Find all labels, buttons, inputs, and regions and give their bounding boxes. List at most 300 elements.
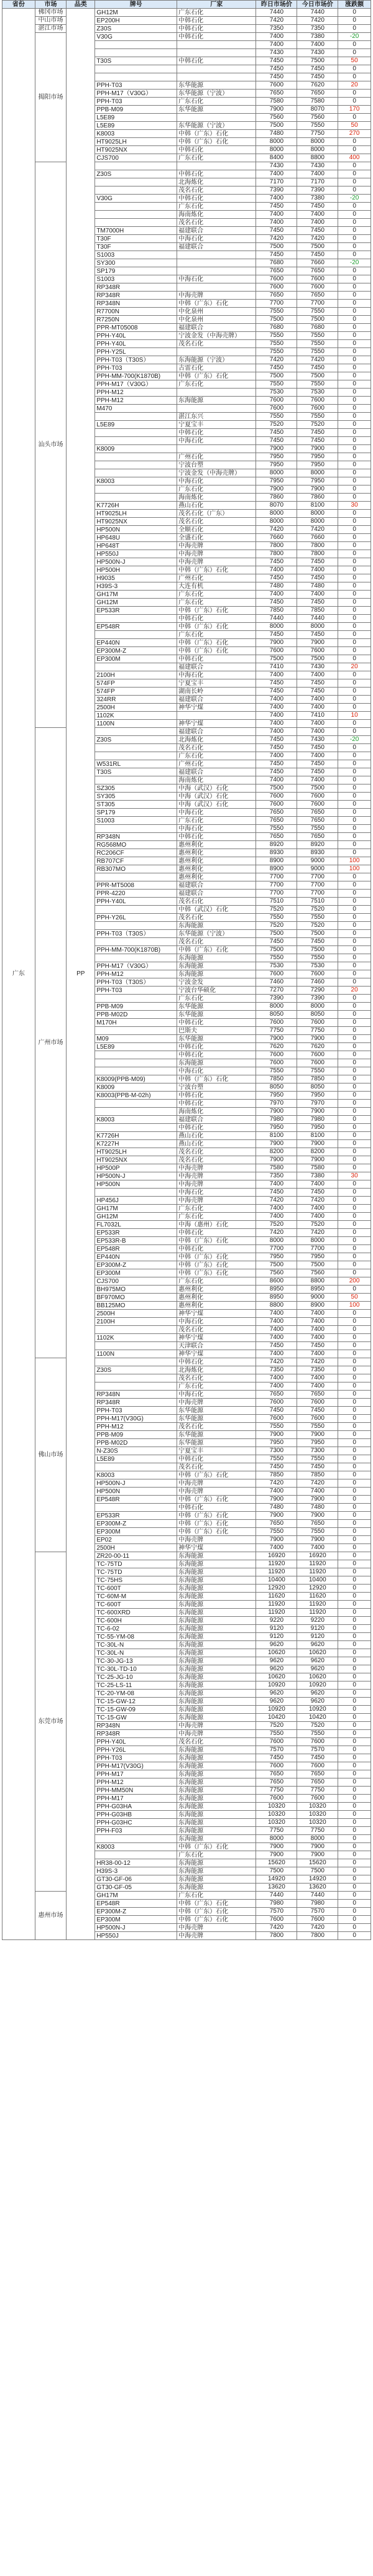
maker-cell: 中海壳牌 <box>177 292 256 300</box>
today-price-cell: 7750 <box>297 1027 338 1035</box>
change-cell: 0 <box>338 251 371 259</box>
change-cell: 0 <box>338 1520 371 1528</box>
change-cell: 0 <box>338 1690 371 1698</box>
change-cell: 0 <box>338 316 371 324</box>
grade-cell: PPH-M17（V30G） <box>95 962 177 970</box>
yesterday-price-cell: 8050 <box>256 1011 297 1019</box>
yesterday-price-cell: 7860 <box>256 494 297 502</box>
maker-cell: 茂名石化 <box>177 744 256 752</box>
maker-cell: 东华能源 <box>177 1035 256 1043</box>
grade-cell: L5E89 <box>95 122 177 130</box>
yesterday-price-cell: 10320 <box>256 1819 297 1827</box>
maker-cell: 中韩（广东）石化 <box>177 946 256 954</box>
maker-cell: 海南炼化 <box>177 776 256 784</box>
change-cell: 0 <box>338 1706 371 1714</box>
change-cell: 0 <box>338 1641 371 1649</box>
grade-cell: HP500N-J <box>95 558 177 566</box>
grade-cell: RP348R <box>95 283 177 292</box>
category-cell: PP <box>67 9 95 1940</box>
table-row <box>2 1552 371 1560</box>
maker-cell: 东海能源 <box>177 1884 256 1892</box>
today-price-cell: 7500 <box>297 57 338 65</box>
yesterday-price-cell: 7750 <box>256 1827 297 1835</box>
yesterday-price-cell: 7600 <box>256 397 297 405</box>
yesterday-price-cell: 9120 <box>256 1633 297 1641</box>
yesterday-price-cell: 7600 <box>256 1916 297 1924</box>
maker-cell: 东海能源 <box>177 1059 256 1067</box>
maker-cell: 大连有机 <box>177 582 256 591</box>
grade-cell <box>95 437 177 445</box>
yesterday-price-cell: 16920 <box>256 1552 297 1560</box>
grade-cell: PPH-M17(V30G) <box>95 1762 177 1770</box>
grade-cell: PPH-G03HC <box>95 1819 177 1827</box>
yesterday-price-cell: 7400 <box>256 1180 297 1189</box>
grade-cell: S1003 <box>95 275 177 283</box>
grade-cell: EP548R <box>95 1245 177 1253</box>
maker-cell: 中韩（广东）石化 <box>177 1908 256 1916</box>
change-cell: 0 <box>338 1423 371 1431</box>
grade-cell: HP500N <box>95 1488 177 1496</box>
change-cell: 0 <box>338 429 371 437</box>
yesterday-price-cell: 7600 <box>256 1762 297 1770</box>
today-price-cell: 7350 <box>297 1366 338 1374</box>
maker-cell: 中韩石化 <box>177 33 256 41</box>
today-price-cell: 7900 <box>297 1108 338 1116</box>
grade-cell: PPH-T03 <box>95 987 177 995</box>
change-cell: 0 <box>338 1617 371 1625</box>
change-cell: 20 <box>338 663 371 671</box>
maker-cell: 北海炼化 <box>177 178 256 186</box>
change-cell: 0 <box>338 162 371 170</box>
maker-cell: 古雷石化 <box>177 364 256 372</box>
maker-cell: 广东石化 <box>177 1213 256 1221</box>
change-cell: 0 <box>338 49 371 57</box>
market-cell: 东莞市场 <box>35 1552 67 1892</box>
grade-cell: PPH-M17(V30G) <box>95 1415 177 1423</box>
change-cell: 100 <box>338 857 371 865</box>
grade-cell <box>95 1124 177 1132</box>
maker-cell: 中海石化 <box>177 235 256 243</box>
today-price-cell: 8000 <box>297 510 338 518</box>
grade-cell: EP300M-Z <box>95 1520 177 1528</box>
change-cell: 0 <box>338 1237 371 1245</box>
today-price-cell: 7550 <box>297 380 338 389</box>
yesterday-price-cell: 7400 <box>256 170 297 178</box>
change-cell: 0 <box>338 1342 371 1350</box>
yesterday-price-cell: 9620 <box>256 1641 297 1649</box>
change-cell: 0 <box>338 599 371 607</box>
yesterday-price-cell: 7900 <box>256 106 297 114</box>
grade-cell: K7726H <box>95 502 177 510</box>
today-price-cell: 7950 <box>297 1439 338 1447</box>
maker-cell: 广东石化 <box>177 631 256 639</box>
change-cell: 0 <box>338 243 371 251</box>
maker-cell: 宁波台华硕化 <box>177 987 256 995</box>
grade-cell <box>95 1382 177 1391</box>
today-price-cell: 7350 <box>297 25 338 33</box>
change-cell: 0 <box>338 1859 371 1867</box>
change-cell: 0 <box>338 1318 371 1326</box>
change-cell: 0 <box>338 485 371 494</box>
market-cell: 广州市场 <box>35 728 67 1358</box>
today-price-cell: 7520 <box>297 906 338 914</box>
maker-cell: 中韩石化 <box>177 195 256 203</box>
maker-cell: 广东石化 <box>177 1892 256 1900</box>
grade-cell: CJS700 <box>95 1277 177 1286</box>
yesterday-price-cell: 7450 <box>256 65 297 73</box>
maker-cell: 东海能源 <box>177 1867 256 1875</box>
maker-cell: 中海石化 <box>177 477 256 485</box>
grade-cell: HP456J <box>95 1197 177 1205</box>
change-cell: 0 <box>338 607 371 615</box>
maker-cell: 中海壳牌 <box>177 1924 256 1932</box>
change-cell: 0 <box>338 1544 371 1552</box>
today-price-cell: 7390 <box>297 186 338 195</box>
grade-cell <box>95 873 177 881</box>
maker-cell: 惠州利化 <box>177 1286 256 1294</box>
change-cell: 100 <box>338 1302 371 1310</box>
today-price-cell: 8920 <box>297 841 338 849</box>
today-price-cell: 7550 <box>297 340 338 348</box>
maker-cell: 东华能源（宁波） <box>177 90 256 98</box>
maker-cell: 东华能源（宁波） <box>177 122 256 130</box>
maker-cell: 中海（武汉）石化 <box>177 801 256 809</box>
grade-cell: BF970MO <box>95 1294 177 1302</box>
yesterday-price-cell: 7450 <box>256 73 297 81</box>
maker-cell: 中韩石化 <box>177 146 256 154</box>
change-cell: 0 <box>338 849 371 857</box>
yesterday-price-cell: 7650 <box>256 833 297 841</box>
maker-cell: 中韩（广东）石化 <box>177 647 256 655</box>
grade-cell: GH17M <box>95 1205 177 1213</box>
maker-cell: 广东石化 <box>177 380 256 389</box>
maker-cell: 中韩（广东）石化 <box>177 1496 256 1504</box>
grade-cell: PPH-M12 <box>95 1778 177 1787</box>
maker-cell: 中海石化 <box>177 1189 256 1197</box>
change-cell: 0 <box>338 73 371 81</box>
today-price-cell: 7600 <box>297 793 338 801</box>
grade-cell: T30F <box>95 243 177 251</box>
maker-cell: 燕山石化 <box>177 502 256 510</box>
change-cell: 0 <box>338 946 371 954</box>
maker-cell: 广东石化 <box>177 1205 256 1213</box>
grade-cell: M09 <box>95 1035 177 1043</box>
today-price-cell: 7400 <box>297 211 338 219</box>
grade-cell: GH12M <box>95 599 177 607</box>
grade-cell: K7227H <box>95 1140 177 1148</box>
grade-cell: PPH-M12 <box>95 1423 177 1431</box>
grade-cell <box>95 178 177 186</box>
grade-cell: V30G <box>95 195 177 203</box>
today-price-cell: 7550 <box>297 332 338 340</box>
change-cell: 0 <box>338 324 371 332</box>
maker-cell: 中海石化 <box>177 437 256 445</box>
change-cell: 0 <box>338 41 371 49</box>
today-price-cell: 7600 <box>297 405 338 413</box>
today-price-cell: 7580 <box>297 98 338 106</box>
grade-cell: EP300M <box>95 655 177 663</box>
change-cell: 0 <box>338 1576 371 1585</box>
change-cell: 0 <box>338 1124 371 1132</box>
change-cell: 0 <box>338 340 371 348</box>
maker-cell: 东海能源 <box>177 1657 256 1665</box>
maker-cell <box>177 114 256 122</box>
grade-cell: PPB-M09 <box>95 1431 177 1439</box>
maker-cell: 东海能源 <box>177 1665 256 1673</box>
maker-cell: 中韩（广东）石化 <box>177 138 256 146</box>
maker-cell: 宁波金发 <box>177 978 256 987</box>
change-cell: 0 <box>338 873 371 881</box>
today-price-cell: 8100 <box>297 502 338 510</box>
today-price-cell: 7400 <box>297 1318 338 1326</box>
grade-cell: HP500N-J <box>95 1924 177 1932</box>
grade-cell: EP300M-Z <box>95 1908 177 1916</box>
change-cell: 0 <box>338 615 371 623</box>
maker-cell: 北海炼化 <box>177 1366 256 1374</box>
grade-cell <box>95 413 177 421</box>
maker-cell: 中海壳牌 <box>177 1932 256 1940</box>
grade-cell: S1003 <box>95 251 177 259</box>
change-cell: 0 <box>338 227 371 235</box>
maker-cell: 茂名石化 <box>177 186 256 195</box>
maker-cell: 东华能源 <box>177 1407 256 1415</box>
maker-cell <box>177 712 256 720</box>
today-price-cell: 15620 <box>297 1859 338 1867</box>
maker-cell: 中海石化 <box>177 275 256 283</box>
yesterday-price-cell: 7950 <box>256 477 297 485</box>
change-cell: 0 <box>338 671 371 679</box>
yesterday-price-cell: 9620 <box>256 1690 297 1698</box>
maker-cell: 中韩（广东）石化 <box>177 1843 256 1851</box>
change-cell: 0 <box>338 881 371 890</box>
change-cell: 30 <box>338 502 371 510</box>
maker-cell: 燕山石化 <box>177 1132 256 1140</box>
maker-cell: 东海能源 <box>177 1795 256 1803</box>
today-price-cell: 11920 <box>297 1560 338 1568</box>
yesterday-price-cell: 7450 <box>256 1407 297 1415</box>
today-price-cell: 7480 <box>297 1504 338 1512</box>
yesterday-price-cell: 7900 <box>256 1108 297 1116</box>
today-price-cell: 7550 <box>297 1730 338 1738</box>
today-price-cell: 7600 <box>297 1916 338 1924</box>
yesterday-price-cell: 7400 <box>256 1310 297 1318</box>
change-cell: 0 <box>338 1488 371 1496</box>
yesterday-price-cell: 8000 <box>256 518 297 526</box>
change-cell: -20 <box>338 195 371 203</box>
grade-cell: R7250N <box>95 316 177 324</box>
yesterday-price-cell: 7900 <box>256 1431 297 1439</box>
change-cell: 50 <box>338 122 371 130</box>
maker-cell: 天津联合 <box>177 1342 256 1350</box>
change-cell: 0 <box>338 1585 371 1593</box>
yesterday-price-cell: 8000 <box>256 623 297 631</box>
maker-cell: 茂名石化 <box>177 914 256 922</box>
grade-cell: TC-30L-N <box>95 1641 177 1649</box>
grade-cell: K8009 <box>95 445 177 453</box>
today-price-cell: 10320 <box>297 1819 338 1827</box>
today-price-cell: 7400 <box>297 1180 338 1189</box>
grade-cell: HP500N-J <box>95 1479 177 1488</box>
today-price-cell: 7560 <box>297 1269 338 1277</box>
yesterday-price-cell: 7400 <box>256 211 297 219</box>
change-cell: 0 <box>338 582 371 591</box>
change-cell: 0 <box>338 1633 371 1641</box>
maker-cell: 中海石化 <box>177 671 256 679</box>
maker-cell: 东海能源 <box>177 1625 256 1633</box>
maker-cell: 海南炼化 <box>177 494 256 502</box>
maker-cell: 东海能源 <box>177 1770 256 1778</box>
today-price-cell: 7500 <box>297 1261 338 1269</box>
change-cell: 0 <box>338 1140 371 1148</box>
today-price-cell: 8000 <box>297 518 338 526</box>
yesterday-price-cell: 7450 <box>256 437 297 445</box>
grade-cell: HP500P <box>95 1164 177 1172</box>
grade-cell: TC-15-GW-09 <box>95 1706 177 1714</box>
grade-cell: HT9025LH <box>95 1148 177 1156</box>
today-price-cell: 7420 <box>297 1924 338 1932</box>
maker-cell: 中韩石化 <box>177 429 256 437</box>
change-cell: 0 <box>338 1496 371 1504</box>
table-row <box>2 33 371 41</box>
yesterday-price-cell: 7450 <box>256 1463 297 1471</box>
grade-cell: HR38-00-12 <box>95 1859 177 1867</box>
grade-cell <box>95 728 177 736</box>
yesterday-price-cell: 9620 <box>256 1657 297 1665</box>
change-cell: 0 <box>338 1431 371 1439</box>
change-cell: 0 <box>338 914 371 922</box>
change-cell: 0 <box>338 1867 371 1875</box>
change-cell: 0 <box>338 1455 371 1463</box>
market-cell: 汕头市场 <box>35 162 67 728</box>
change-cell: 0 <box>338 1116 371 1124</box>
maker-cell: 东海能源 <box>177 1617 256 1625</box>
change-cell: 0 <box>338 1035 371 1043</box>
grade-cell: L5E89 <box>95 114 177 122</box>
yesterday-price-cell: 8000 <box>256 146 297 154</box>
change-cell: 0 <box>338 1003 371 1011</box>
today-price-cell: 7600 <box>297 1399 338 1407</box>
change-cell: 0 <box>338 1399 371 1407</box>
change-cell: 0 <box>338 1649 371 1657</box>
maker-cell: 中韩石化 <box>177 1051 256 1059</box>
maker-cell: 东海能源 <box>177 1673 256 1681</box>
grade-cell <box>95 663 177 671</box>
grade-cell <box>95 906 177 914</box>
today-price-cell: 7900 <box>297 639 338 647</box>
yesterday-price-cell: 7980 <box>256 1116 297 1124</box>
change-cell: 10 <box>338 712 371 720</box>
grade-cell <box>95 469 177 477</box>
today-price-cell: 7390 <box>297 995 338 1003</box>
change-cell: 0 <box>338 1746 371 1754</box>
today-price-cell: 10320 <box>297 1803 338 1811</box>
maker-cell: 东海能源（宁波） <box>177 356 256 364</box>
today-price-cell: 7420 <box>297 526 338 534</box>
grade-cell <box>95 954 177 962</box>
grade-cell: PPH-Y25L <box>95 348 177 356</box>
yesterday-price-cell: 7400 <box>256 1488 297 1496</box>
today-price-cell: 7560 <box>297 114 338 122</box>
maker-cell: 宁波台塑 <box>177 1083 256 1092</box>
yesterday-price-cell: 7900 <box>256 1512 297 1520</box>
yesterday-price-cell: 7400 <box>256 720 297 728</box>
change-cell: 0 <box>338 1261 371 1269</box>
yesterday-price-cell: 7950 <box>256 1253 297 1261</box>
today-price-cell: 7900 <box>297 1156 338 1164</box>
maker-cell: 中韩石化 <box>177 833 256 841</box>
grade-cell: W531RL <box>95 760 177 768</box>
today-price-cell: 7550 <box>297 914 338 922</box>
maker-cell: 东海能源 <box>177 1681 256 1690</box>
today-price-cell: 7600 <box>297 1051 338 1059</box>
grade-cell: HP500N <box>95 1180 177 1189</box>
maker-cell: 东海能源 <box>177 922 256 930</box>
today-price-cell: 8000 <box>297 469 338 477</box>
change-cell: 30 <box>338 1172 371 1180</box>
maker-cell: 东华能源 <box>177 81 256 90</box>
yesterday-price-cell: 7420 <box>256 526 297 534</box>
change-cell: 0 <box>338 1698 371 1706</box>
grade-cell: RB707CF <box>95 857 177 865</box>
today-price-cell: 7450 <box>297 938 338 946</box>
maker-cell: 广东石化 <box>177 203 256 211</box>
maker-cell: 茂名石化 <box>177 1463 256 1471</box>
header-market: 市场 <box>35 1 67 9</box>
yesterday-price-cell: 7750 <box>256 1787 297 1795</box>
today-price-cell: 7600 <box>297 397 338 405</box>
today-price-cell: 7980 <box>297 1116 338 1124</box>
maker-cell: 中海石化 <box>177 1318 256 1326</box>
change-cell: 0 <box>338 203 371 211</box>
today-price-cell: 7650 <box>297 1770 338 1778</box>
maker-cell <box>177 73 256 81</box>
change-cell: 0 <box>338 793 371 801</box>
grade-cell: S1003 <box>95 817 177 825</box>
maker-cell: 东海能源 <box>177 1609 256 1617</box>
maker-cell: 东华能源 <box>177 1439 256 1447</box>
yesterday-price-cell: 7650 <box>256 292 297 300</box>
maker-cell: 中韩（武汉）石化 <box>177 906 256 914</box>
today-price-cell: 7980 <box>297 1900 338 1908</box>
grade-cell <box>95 776 177 784</box>
change-cell: 0 <box>338 1180 371 1189</box>
today-price-cell: 7620 <box>297 1043 338 1051</box>
change-cell: 0 <box>338 170 371 178</box>
today-price-cell: 7600 <box>297 1019 338 1027</box>
today-price-cell: 7550 <box>297 308 338 316</box>
change-cell: 0 <box>338 647 371 655</box>
today-price-cell: 7410 <box>297 712 338 720</box>
yesterday-price-cell: 7400 <box>256 1544 297 1552</box>
grade-cell: PPR-4220 <box>95 890 177 898</box>
change-cell: 0 <box>338 679 371 688</box>
grade-cell: PPB-M09 <box>95 1003 177 1011</box>
change-cell: 0 <box>338 995 371 1003</box>
change-cell: 0 <box>338 1358 371 1366</box>
maker-cell: 中韩（广东）石化 <box>177 1253 256 1261</box>
today-price-cell: 7500 <box>297 243 338 251</box>
change-cell: 0 <box>338 1884 371 1892</box>
today-price-cell: 7950 <box>297 477 338 485</box>
grade-cell: Z30S <box>95 736 177 744</box>
yesterday-price-cell: 8200 <box>256 1148 297 1156</box>
table-row <box>2 1892 371 1900</box>
grade-cell: HP500N-J <box>95 1172 177 1180</box>
yesterday-price-cell: 7390 <box>256 186 297 195</box>
today-price-cell: 7500 <box>297 784 338 793</box>
change-cell: 0 <box>338 98 371 106</box>
yesterday-price-cell: 7900 <box>256 445 297 453</box>
